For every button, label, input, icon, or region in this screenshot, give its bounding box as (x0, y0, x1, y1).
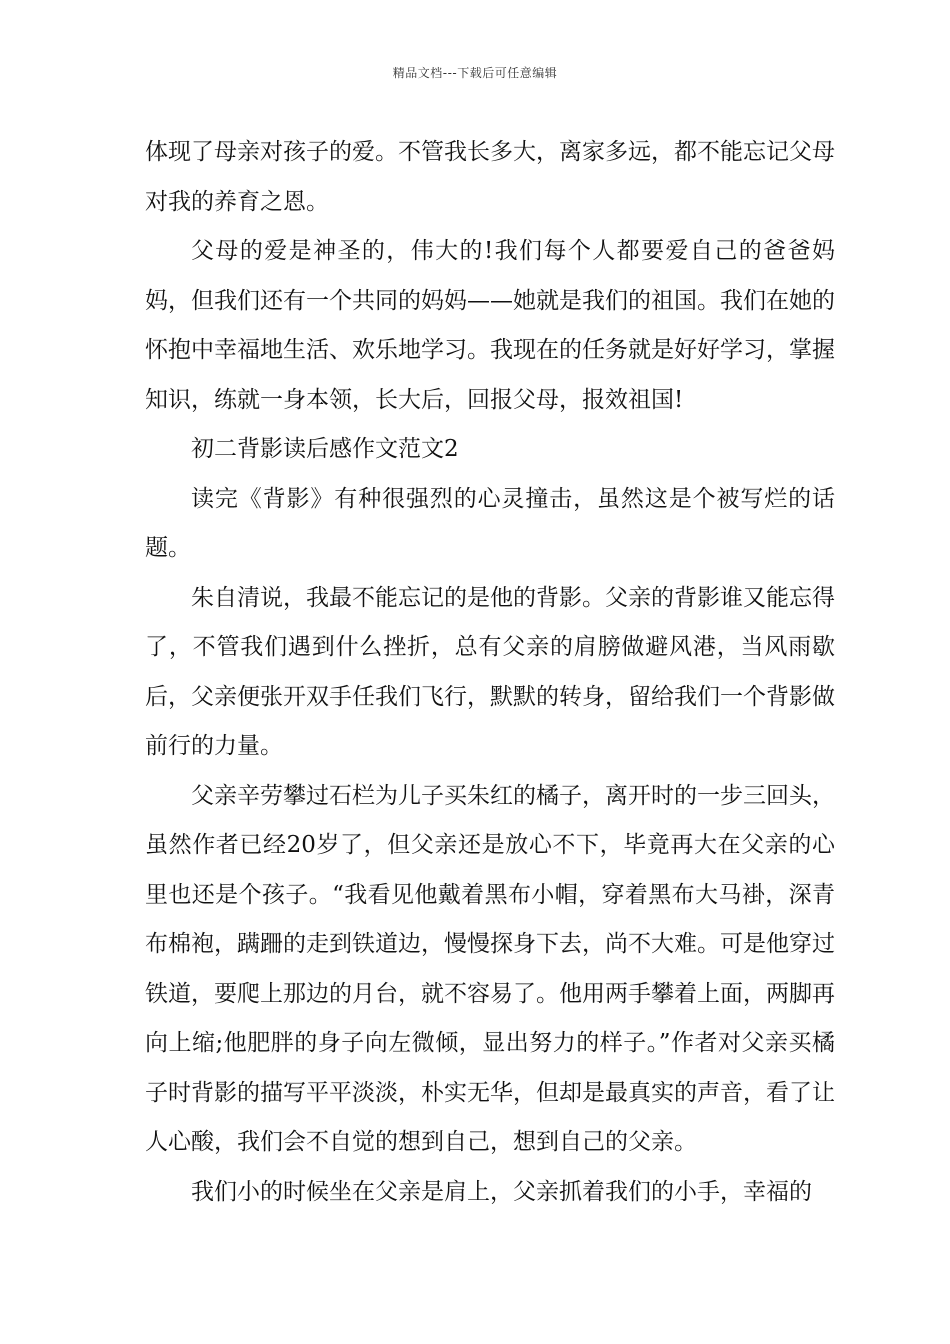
section-heading: 初二背影读后感作文范文2 (191, 436, 459, 462)
document-body (145, 128, 835, 1217)
paragraph: 我们小的时候坐在父亲是肩上，父亲抓着我们的小手，幸福的 (191, 1178, 812, 1205)
paragraph: 朱自清说，我最不能忘记的是他的背影。父亲的背影谁又能忘得了，不管我们遇到什么挫折，总有父亲的肩膀做避风港，当风雨歇后，父亲便张开双手任我们飞行，默默的转身，留给我们一个背影做前行的力量。 (145, 584, 835, 759)
paragraph: 读完《背影》有种很强烈的心灵撞击，虽然这是个被写烂的话题。 (145, 485, 835, 561)
paragraph: 父亲辛劳攀过石栏为儿子买朱红的橘子，离开时的一步三回头，虽然作者已经20岁了，但父亲还是放心不下，毕竟再大在父亲的心里也还是个孩子。“我看见他戴着黑布小帽，穿着黑布大马褂，深青布棉袍，蹒跚的走到铁道边，慢慢探身下去，尚不大难。可是他穿过铁道，要爬上那边的月台，就不容易了。他用两手攀着上面，两脚再向上缩;他肥胖的身子向左微倾，显出努力的样子。”作者对父亲买橘子时背影的描写平平淡淡，朴实无华，但却是最真实的声音，看了让人心酸，我们会不自觉的想到自己，想到自己的父亲。 (145, 782, 835, 1155)
paragraph-continuation: 体现了母亲对孩子的爱。不管我长多大，离家多远，都不能忘记父母对我的养育之恩。 (145, 139, 835, 215)
paragraph: 父母的爱是神圣的，伟大的!我们每个人都要爱自己的爸爸妈妈，但我们还有一个共同的妈妈——她就是我们的祖国。我们在她的怀抱中幸福地生活、欢乐地学习。我现在的任务就是好好学习，掌握知识，练就一身本领，长大后，回报父母，报效祖国! (145, 238, 835, 413)
page-header: 精品文档---下载后可任意编辑 (392, 66, 558, 80)
